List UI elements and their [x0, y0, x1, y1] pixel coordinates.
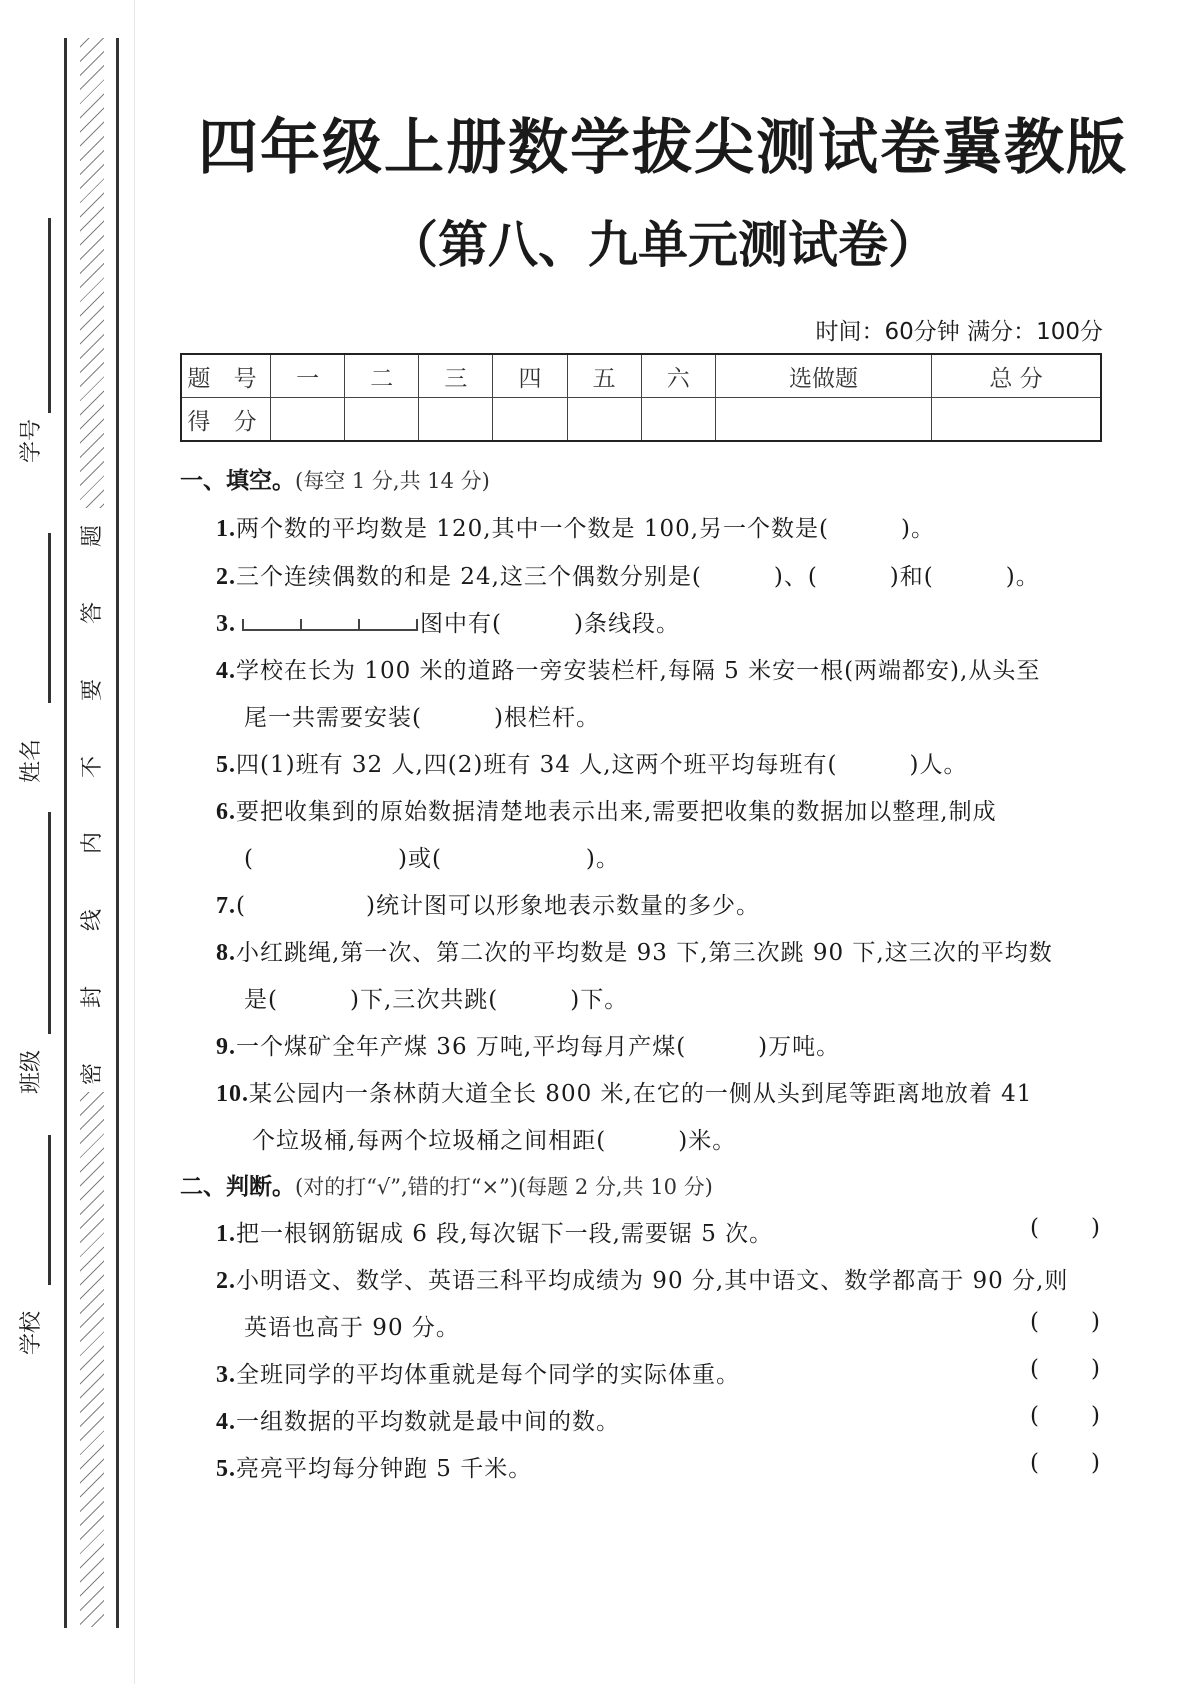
seal-char: 不	[80, 755, 106, 778]
score-table	[180, 353, 1102, 442]
binding-rail-left	[64, 38, 67, 1628]
score-cell[interactable]	[715, 398, 931, 442]
score-cell[interactable]	[493, 398, 567, 442]
judge-question-2-continued: 英语也高于 90 分。	[244, 1315, 460, 1341]
question-number: 5.	[216, 752, 236, 778]
school-label: 学校	[19, 1310, 44, 1355]
seal-line-notice	[82, 525, 104, 1085]
hatch-pattern-bottom	[80, 1092, 104, 1627]
judge-question-3	[216, 1356, 740, 1389]
school-input-line[interactable]	[48, 1135, 51, 1285]
section-1-title: 一、填空。	[180, 468, 295, 494]
column-header: 六	[641, 354, 715, 398]
seal-char: 密	[80, 1062, 106, 1085]
student-id-field[interactable]	[14, 218, 50, 488]
score-cell[interactable]	[345, 398, 419, 442]
page-subtitle: （第八、九单元测试卷）	[388, 216, 938, 274]
fill-question-10	[216, 1075, 1032, 1108]
paren-close: )	[1090, 1403, 1100, 1429]
answer-box-1[interactable]	[1030, 1215, 1100, 1241]
question-text: 四(1)班有 32 人,四(2)班有 34 人,这两个班平均每班有( )人。	[236, 752, 968, 778]
question-number: 3.	[216, 1362, 236, 1388]
question-4-continued: 尾一共需要安装( )根栏杆。	[244, 705, 600, 731]
time-and-score-info: 时间：60分钟 满分：100分	[815, 319, 1103, 345]
name-input-line[interactable]	[48, 533, 51, 703]
judge-question-4	[216, 1403, 620, 1436]
question-number: 4.	[216, 658, 236, 684]
class-input-line[interactable]	[48, 812, 51, 1034]
question-text: 小红跳绳,第一次、第二次的平均数是 93 下,第三次跳 90 下,这三次的平均数	[236, 940, 1053, 966]
fill-question-8	[216, 934, 1053, 967]
section-2-title: 二、判断。	[180, 1174, 295, 1200]
question-number: 2.	[216, 564, 236, 590]
column-header: 四	[493, 354, 567, 398]
line-segment-diagram	[242, 619, 418, 631]
seal-char: 题	[80, 524, 106, 548]
score-cell[interactable]	[932, 398, 1101, 442]
score-cell[interactable]	[419, 398, 493, 442]
question-text: 学校在长为 100 米的道路一旁安装栏杆,每隔 5 米安一根(两端都安),从头至	[236, 658, 1041, 684]
column-header: 选做题	[715, 354, 931, 398]
score-table-header-row	[181, 354, 1101, 398]
question-number: 3.	[216, 611, 236, 637]
student-id-input-line[interactable]	[48, 218, 51, 413]
class-field[interactable]	[14, 812, 50, 1092]
question-text: 图中有( )条线段。	[420, 611, 680, 637]
paren-open: (	[1030, 1403, 1039, 1429]
paren-close: )	[1090, 1450, 1100, 1476]
question-number: 1.	[216, 516, 236, 542]
fill-question-1	[216, 510, 935, 543]
fill-question-3	[216, 605, 680, 638]
seal-char: 答	[80, 601, 106, 624]
section-1-heading	[180, 462, 490, 495]
paren-open: (	[1030, 1215, 1039, 1241]
question-8-continued: 是( )下,三次共跳( )下。	[244, 987, 629, 1013]
fill-question-7	[216, 887, 760, 920]
paren-open: (	[1030, 1356, 1039, 1382]
column-header: 五	[567, 354, 641, 398]
fill-question-9	[216, 1028, 840, 1061]
judge-question-1	[216, 1215, 773, 1248]
question-number: 9.	[216, 1034, 236, 1060]
question-text: 一组数据的平均数就是最中间的数。	[236, 1409, 620, 1435]
paren-close: )	[1090, 1215, 1100, 1241]
question-text: 一个煤矿全年产煤 36 万吨,平均每月产煤( )万吨。	[236, 1034, 841, 1060]
answer-box-5[interactable]	[1030, 1450, 1100, 1476]
answer-box-2[interactable]	[1030, 1309, 1100, 1335]
score-cell[interactable]	[567, 398, 641, 442]
question-text: 三个连续偶数的和是 24,这三个偶数分别是( )、( )和( )。	[236, 564, 1040, 590]
fill-question-5	[216, 746, 968, 779]
question-number: 6.	[216, 799, 236, 825]
judge-question-5	[216, 1450, 532, 1483]
score-cell[interactable]	[641, 398, 715, 442]
column-header: 总 分	[932, 354, 1101, 398]
binding-margin	[0, 0, 135, 1684]
question-text: 亮亮平均每分钟跑 5 千米。	[236, 1456, 533, 1482]
name-field[interactable]	[14, 533, 50, 808]
name-label: 姓名	[19, 738, 44, 783]
paren-close: )	[1090, 1356, 1100, 1382]
question-text: 某公园内一条林荫大道全长 800 米,在它的一侧从头到尾等距离地放着 41	[249, 1081, 1033, 1107]
question-number: 7.	[216, 893, 236, 919]
row-header-score: 得 分	[181, 398, 271, 442]
question-number: 10.	[216, 1081, 249, 1107]
judge-question-2	[216, 1262, 1068, 1295]
question-number: 1.	[216, 1221, 236, 1247]
question-number: 2.	[216, 1268, 236, 1294]
question-6-continued: ( )或( )。	[244, 846, 620, 872]
question-10-continued: 个垃圾桶,每两个垃圾桶之间相距( )米。	[252, 1128, 737, 1154]
paren-open: (	[1030, 1450, 1039, 1476]
seal-char: 线	[80, 909, 106, 932]
student-id-label: 学号	[19, 418, 44, 463]
question-text: 小明语文、数学、英语三科平均成绩为 90 分,其中语文、数学都高于 90 分,则	[236, 1268, 1069, 1294]
fill-question-6	[216, 793, 997, 826]
binding-rail-right	[116, 38, 119, 1628]
seal-char: 内	[80, 832, 106, 855]
row-header-question-number: 题 号	[181, 354, 271, 398]
page-title: 四年级上册数学拔尖测试卷冀教版	[198, 113, 1128, 183]
question-text: ( )统计图可以形象地表示数量的多少。	[236, 893, 760, 919]
question-number: 5.	[216, 1456, 236, 1482]
section-1-note: (每空 1 分,共 14 分)	[295, 469, 490, 493]
question-text: 要把收集到的原始数据清楚地表示出来,需要把收集的数据加以整理,制成	[236, 799, 997, 825]
class-label: 班级	[19, 1049, 44, 1094]
question-text: 把一根钢筋锯成 6 段,每次锯下一段,需要锯 5 次。	[236, 1221, 774, 1247]
column-header: 二	[345, 354, 419, 398]
school-field[interactable]	[14, 1135, 50, 1435]
hatch-pattern-top	[80, 38, 104, 508]
question-number: 8.	[216, 940, 236, 966]
column-header: 一	[271, 354, 345, 398]
fill-question-4	[216, 652, 1040, 685]
question-text: 全班同学的平均体重就是每个同学的实际体重。	[236, 1362, 740, 1388]
column-header: 三	[419, 354, 493, 398]
seal-char: 要	[80, 678, 106, 701]
paren-open: (	[1030, 1309, 1039, 1335]
section-2-note: (对的打“√”,错的打“×”)(每题 2 分,共 10 分)	[295, 1175, 713, 1199]
fill-question-2	[216, 558, 1040, 591]
seal-char: 封	[80, 986, 106, 1009]
section-2-heading	[180, 1168, 713, 1201]
score-cell[interactable]	[271, 398, 345, 442]
score-table-score-row	[181, 398, 1101, 442]
answer-box-4[interactable]	[1030, 1403, 1100, 1429]
answer-box-3[interactable]	[1030, 1356, 1100, 1382]
paren-close: )	[1090, 1309, 1100, 1335]
question-number: 4.	[216, 1409, 236, 1435]
question-text: 两个数的平均数是 120,其中一个数是 100,另一个数是( )。	[236, 516, 935, 542]
